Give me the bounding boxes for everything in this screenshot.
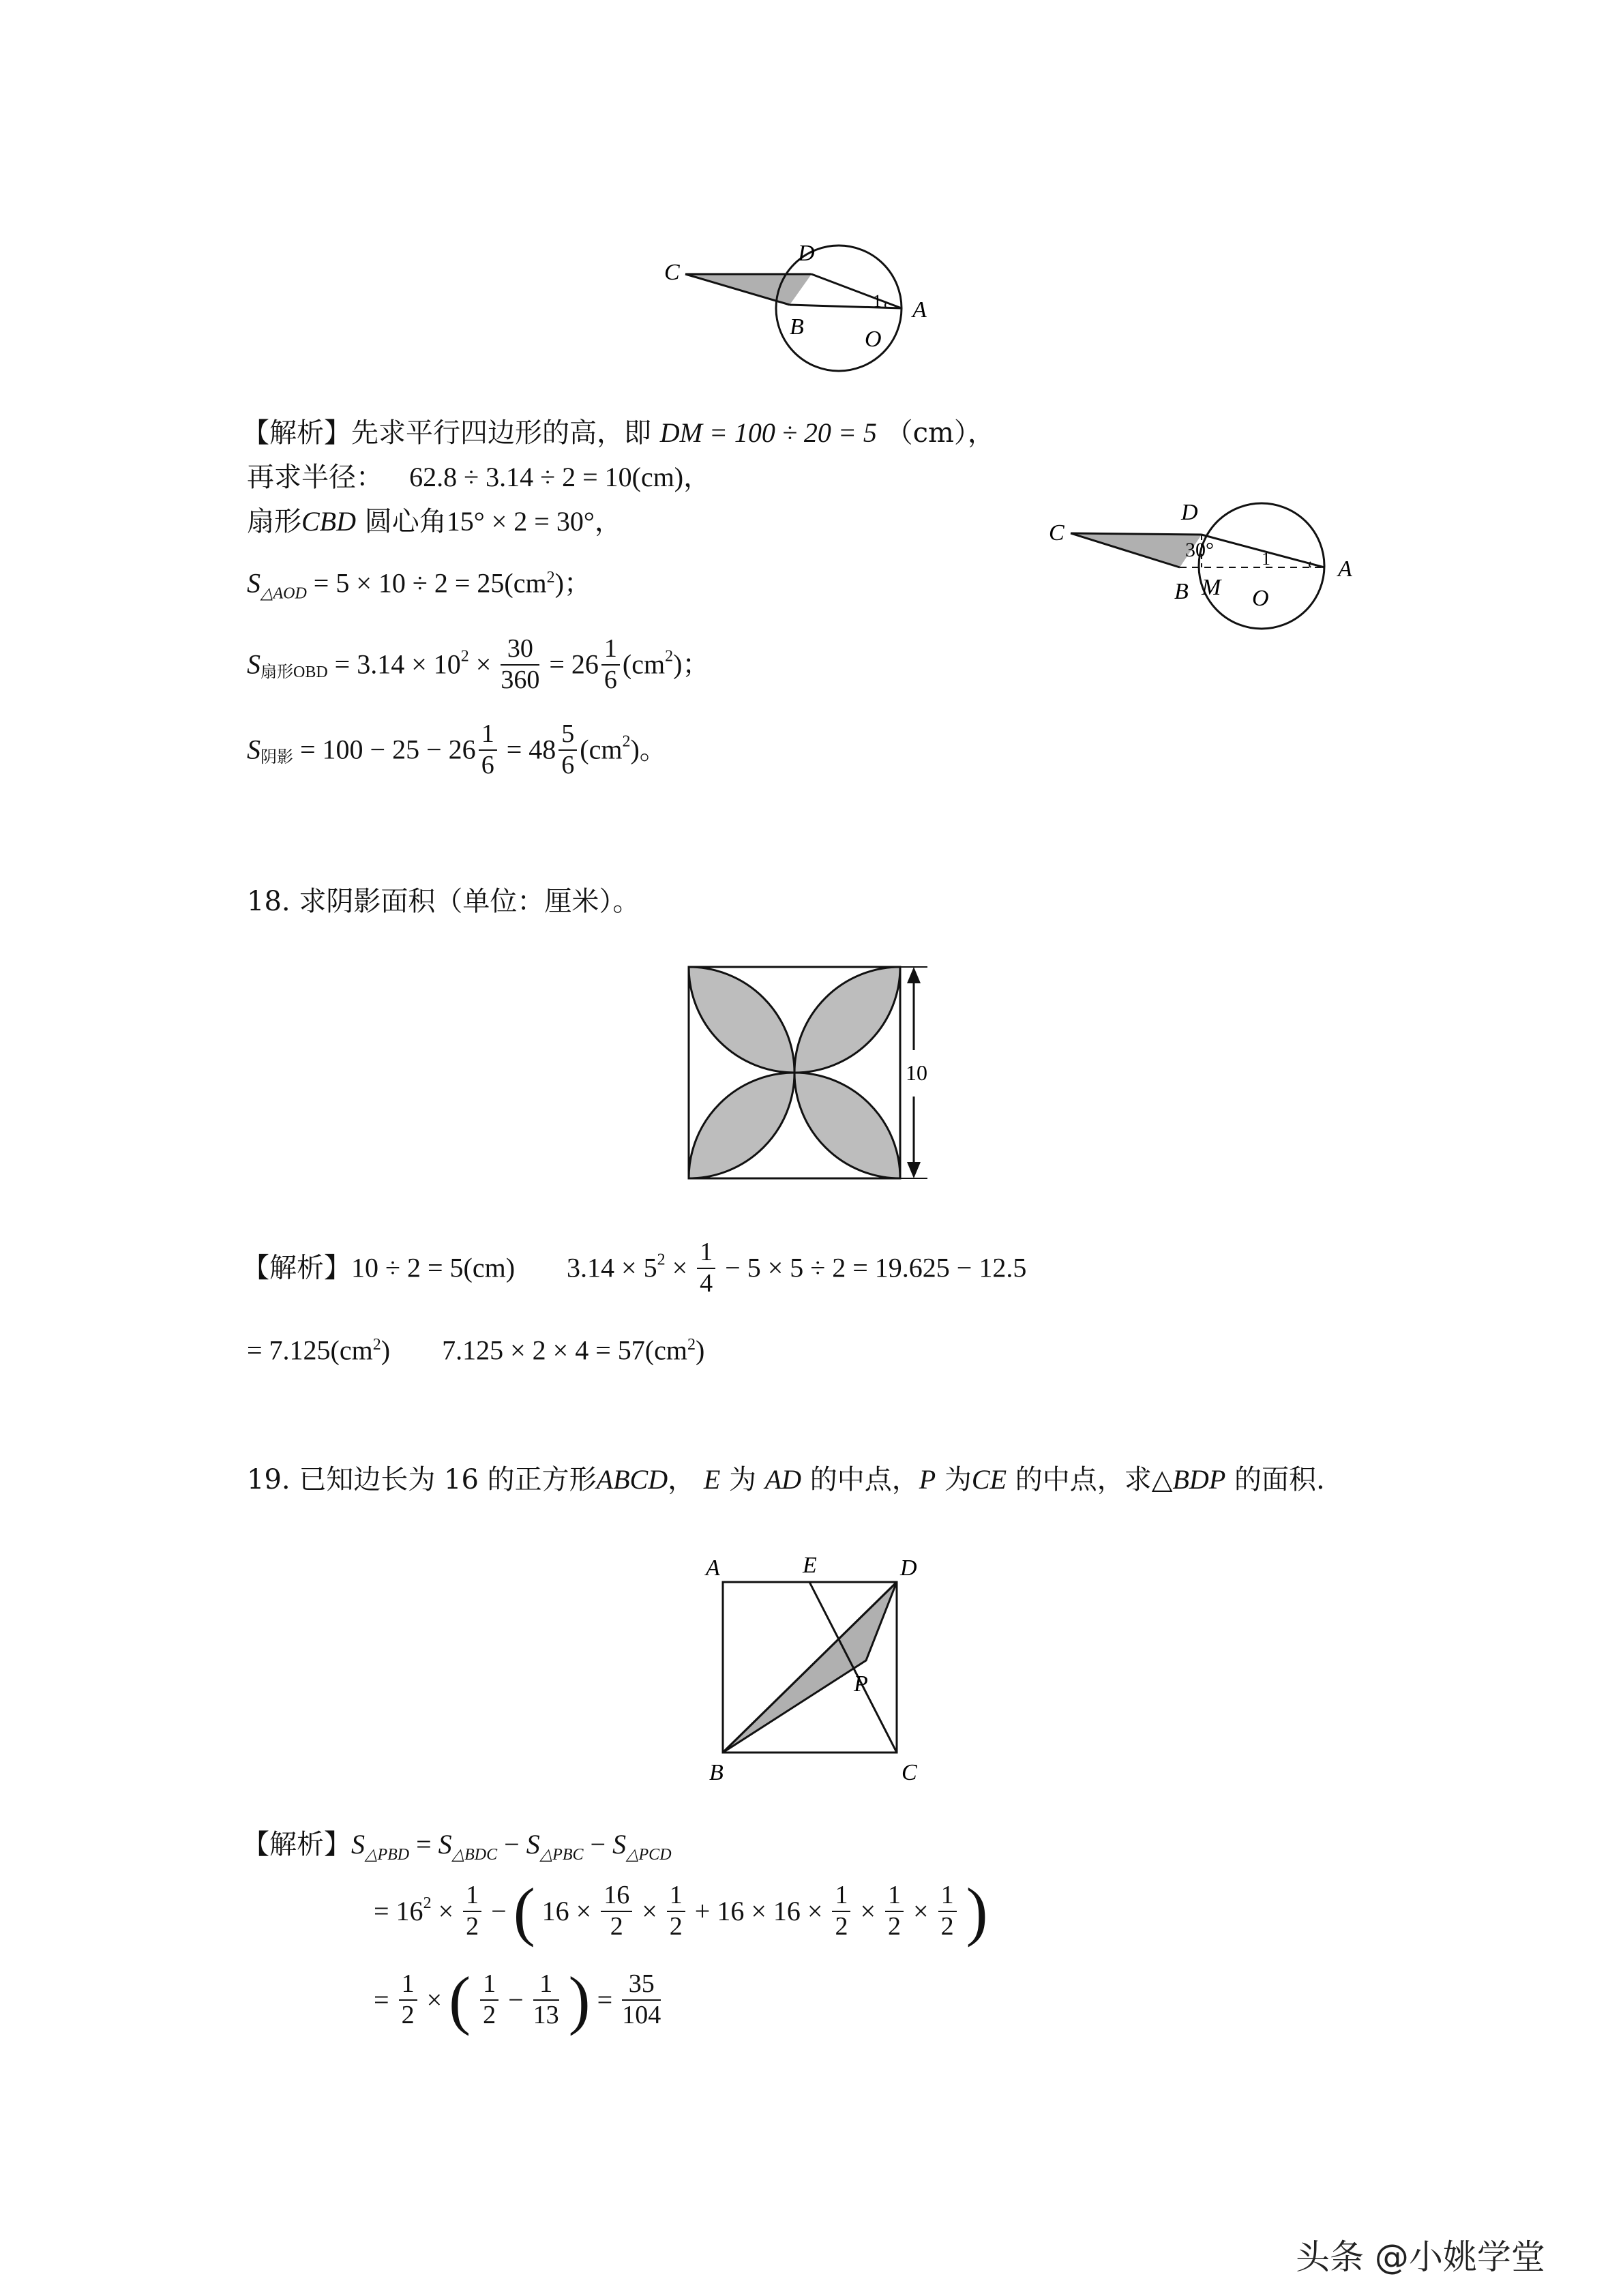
q19-l2-c: − bbox=[491, 1896, 507, 1926]
q19-label-a: A bbox=[706, 1555, 720, 1581]
sec17-s-shadow-n2: 5 bbox=[559, 719, 577, 751]
q19-l1-sub1: △PBD bbox=[365, 1846, 410, 1864]
q19-l1-sub4: △PCD bbox=[626, 1846, 672, 1864]
sec17-s-shadow-a: = 100 − 25 − 26 bbox=[300, 734, 476, 765]
sec17-bracket-label: 【解析】 bbox=[242, 417, 351, 449]
fig1-label-c: C bbox=[664, 260, 680, 285]
sec17-s-shadow-d2: 6 bbox=[561, 750, 575, 779]
q19-l2-frac3 bbox=[667, 1881, 685, 1941]
fig2-label-angle-30: 30° bbox=[1185, 539, 1214, 561]
q18-title: 18. 求阴影面积（单位：厘米）。 bbox=[247, 886, 640, 917]
q19-l2-frac1 bbox=[463, 1881, 481, 1941]
sec17-line1-text: 先求平行四边形的高，即 bbox=[351, 417, 651, 449]
sec17-s-obd-mixed bbox=[601, 634, 620, 695]
q19-l2-b: × bbox=[431, 1896, 454, 1926]
q18-m4a: 7.125 × 2 × 4 = 57(cm bbox=[442, 1335, 687, 1366]
sec17-s-obd-end: )； bbox=[673, 648, 710, 680]
sec17-s-obd-c: = 26 bbox=[549, 648, 599, 680]
q19-l2-n5: 1 bbox=[885, 1881, 904, 1912]
q19-l3-d1: 2 bbox=[401, 2001, 415, 2029]
fig2-label-c: C bbox=[1049, 520, 1064, 546]
sec17-s-obd: $S_{扇形OBD} = 3.14 \times 10^2$ × $\frac{30}{360}$ = 26 $\frac{1}{6}$ $(cm^2)$； bbox=[247, 634, 710, 694]
sec17-s-shadow-end: )。 bbox=[630, 734, 667, 765]
sec17-line-2 bbox=[247, 464, 711, 491]
q19-title-h: P bbox=[919, 1464, 936, 1495]
sec17-s-shadow: $S_{阴影} = 100 - 25 - 26$ $\frac{1}{6}$ = 48 $\frac{5}{6}$ $(cm^2)$。 bbox=[247, 719, 667, 779]
q19-l3-frac4 bbox=[622, 1969, 661, 2030]
sec17-line3-b: CBD bbox=[301, 506, 356, 537]
q18-m2-num: 1 bbox=[697, 1238, 715, 1269]
q19-solution-line-1: 【解析】$S_{\triangle PBD} = S_{\triangle BDC} - S_{\triangle PBC} - S_{\triangle PCD}$ bbox=[242, 1829, 672, 1864]
sec17-s-obd-mden: 6 bbox=[604, 665, 617, 694]
q18-bracket-label: 【解析】 bbox=[242, 1252, 351, 1284]
sec17-s-obd-d: (cm bbox=[622, 648, 666, 680]
q19-l3-n1: 1 bbox=[399, 1969, 417, 2001]
sec17-line3-a: 扇形 bbox=[247, 506, 301, 537]
q19-label-b: B bbox=[709, 1760, 724, 1785]
q19-title-c: ， bbox=[668, 1464, 696, 1495]
sec17-s-aod-math: = 5 × 10 ÷ 2 = 25(cm bbox=[313, 567, 547, 599]
q19-l2-n3: 1 bbox=[667, 1881, 685, 1912]
sec17-line1-unit: （cm）， bbox=[885, 417, 995, 449]
q19-title-g: 的中点， bbox=[809, 1464, 919, 1495]
q19-l2-n2: 16 bbox=[601, 1881, 632, 1912]
figure-circle-triangle-right bbox=[1030, 491, 1371, 655]
fig1-label-b: B bbox=[790, 314, 804, 340]
fig1-label-angle-1: 1 bbox=[873, 291, 882, 311]
sec17-line2-math: 62.8 ÷ 3.14 ÷ 2 = 10(cm)， bbox=[409, 462, 711, 492]
q19-l3-n4: 35 bbox=[622, 1969, 661, 2001]
sec17-line1-math: DM = 100 ÷ 20 = 5 bbox=[659, 417, 877, 448]
q19-l3-frac3 bbox=[533, 1969, 559, 2030]
q18-m3b: ) bbox=[381, 1335, 391, 1366]
sec17-line2-text: 再求半径： bbox=[247, 462, 383, 493]
q18-m2a: 3.14 × 5 bbox=[567, 1252, 657, 1283]
q18-m2b: × bbox=[665, 1252, 688, 1283]
q19-label-p: P bbox=[854, 1671, 868, 1697]
q19-l2-e: × bbox=[642, 1896, 657, 1926]
q19-l2-frac4 bbox=[832, 1881, 850, 1941]
sec17-s-shadow-b: = 48 bbox=[506, 734, 556, 765]
q18-solution-line-1: 【解析】10 ÷ 2 = 5(cm) $3.14 \times 5^2$ × $\frac{1}{4}$ − 5 × 5 ÷ 2 = 19.625 − 12.5 bbox=[242, 1238, 1027, 1298]
q19-l2-frac6 bbox=[938, 1881, 957, 1941]
q18-dimension-label: 10 bbox=[906, 1060, 927, 1085]
q19-l3-frac2 bbox=[480, 1969, 498, 2030]
q19-title-l: BDP bbox=[1172, 1464, 1226, 1495]
q18-m3a: = 7.125(cm bbox=[247, 1335, 373, 1366]
q18-m4b: ) bbox=[695, 1335, 705, 1366]
q19-l3-d: = bbox=[597, 1984, 613, 2015]
fig1-label-d: D bbox=[798, 241, 815, 266]
q19-label-c: C bbox=[902, 1760, 917, 1785]
q19-l3-d3: 13 bbox=[533, 2001, 559, 2029]
fig1-label-a: A bbox=[912, 297, 927, 323]
q19-l2-d6: 2 bbox=[940, 1912, 954, 1941]
q19-l2-a: = 16 bbox=[374, 1896, 423, 1926]
fig2-label-o: O bbox=[1252, 586, 1269, 611]
q19-l3-c: − bbox=[508, 1984, 524, 2015]
q19-l2-n6: 1 bbox=[938, 1881, 957, 1912]
watermark: 头条 @小姚学堂 bbox=[1296, 2237, 1545, 2277]
q19-l3-frac1 bbox=[399, 1969, 417, 2030]
q19-label-d: D bbox=[900, 1555, 917, 1581]
q19-l2-d2: 2 bbox=[610, 1912, 623, 1941]
q19-l3-d2: 2 bbox=[483, 2001, 496, 2029]
fig1-label-o: O bbox=[865, 327, 882, 352]
q19-l2-g: × bbox=[860, 1896, 876, 1926]
q19-title-j: CE bbox=[971, 1464, 1007, 1495]
q19-l2-d5: 2 bbox=[888, 1912, 902, 1941]
q19-title-e: 为 bbox=[728, 1464, 756, 1495]
q19-title-k: 的中点，求△ bbox=[1015, 1464, 1173, 1495]
fig2-label-angle-1: 1 bbox=[1262, 549, 1270, 569]
sec17-s-obd-a: = 3.14 × 10 bbox=[334, 648, 461, 680]
q19-title-a: 19. 已知边长为 16 的正方形 bbox=[247, 1464, 597, 1495]
sec17-line-3 bbox=[247, 508, 622, 535]
q19-bracket-label: 【解析】 bbox=[242, 1829, 351, 1860]
q19-l1-sub3: △PBC bbox=[539, 1846, 584, 1864]
sec17-s-obd-fraction bbox=[501, 634, 539, 695]
q19-l3-n3: 1 bbox=[533, 1969, 559, 2001]
sec17-line3-c: 圆心角 bbox=[364, 506, 447, 537]
q19-figure-square-abcd bbox=[696, 1548, 927, 1793]
q19-l3-paren-open: ( bbox=[449, 1963, 471, 2036]
q19-l2-d4: 2 bbox=[835, 1912, 848, 1941]
q19-l3-d4: 104 bbox=[622, 2001, 661, 2029]
sec17-s-obd-mnum: 1 bbox=[601, 634, 620, 666]
q19-l3-a: = bbox=[374, 1984, 389, 2015]
q19-l2-d3: 2 bbox=[669, 1912, 683, 1941]
figure-circle-triangle-top bbox=[655, 232, 982, 396]
q19-l2-f: + 16 × 16 × bbox=[694, 1896, 823, 1926]
q19-label-e: E bbox=[803, 1553, 817, 1578]
sec17-line-1 bbox=[242, 419, 995, 447]
q18-figure-square-petals bbox=[675, 953, 962, 1185]
fig2-label-m: M bbox=[1202, 575, 1221, 600]
q19-solution-line-3 bbox=[374, 1963, 664, 2036]
q18-solution-line-2: = $7.125(cm^2) 7.125 \times 2 \times 4 = 57(cm^2)$ bbox=[247, 1335, 705, 1366]
sec17-s-shadow-n1: 1 bbox=[479, 719, 497, 751]
sec17-s-shadow-d1: 6 bbox=[481, 750, 494, 779]
sec17-s-shadow-frac1 bbox=[479, 719, 497, 780]
q19-l3-b: × bbox=[426, 1984, 443, 2015]
q19-title-i: 为 bbox=[944, 1464, 972, 1495]
sec17-s-obd-b: × bbox=[468, 648, 492, 680]
sec17-s-aod-sub: △AOD bbox=[260, 584, 307, 603]
fig2-label-a: A bbox=[1338, 556, 1352, 582]
q19-l1-sub2: △BDC bbox=[451, 1846, 498, 1864]
q19-title bbox=[247, 1466, 1325, 1493]
q18-m2c: − 5 × 5 ÷ 2 = 19.625 − 12.5 bbox=[725, 1252, 1027, 1283]
q18-m1: 10 ÷ 2 = 5(cm) bbox=[351, 1252, 516, 1283]
sec17-s-shadow-frac2 bbox=[559, 719, 577, 780]
q19-l2-frac2 bbox=[601, 1881, 632, 1941]
q19-l2-h: × bbox=[913, 1896, 929, 1926]
q18-m2-den: 4 bbox=[700, 1268, 713, 1298]
sec17-s-aod-end: )； bbox=[554, 567, 591, 599]
q19-solution-line-2: = $16^2$ × $\frac{1}{2}$ − ( 16 × $\frac{16}{2}$ × $\frac{1}{2}$ + 16 × 16 × $\frac{1}{2}$ × $\frac{1}{2}$ × $\frac{1}{2}$ ) bbox=[374, 1875, 988, 1948]
q19-l2-d1: 2 bbox=[466, 1912, 479, 1941]
q19-l2-d: 16 × bbox=[541, 1896, 592, 1926]
sec17-line3-math: 15° × 2 = 30°， bbox=[446, 506, 622, 537]
q19-title-f: AD bbox=[764, 1464, 802, 1495]
q19-l3-paren-close: ) bbox=[568, 1963, 591, 2036]
q19-title-b: ABCD bbox=[596, 1464, 668, 1495]
q19-l3-n2: 1 bbox=[480, 1969, 498, 2001]
q18-m2-fraction bbox=[697, 1238, 715, 1298]
q19-l2-paren-close: ) bbox=[966, 1875, 988, 1948]
q19-l2-frac5 bbox=[885, 1881, 904, 1941]
sec17-s-obd-sub: 扇形OBD bbox=[260, 663, 328, 681]
sec17-s-shadow-sub: 阴影 bbox=[260, 748, 293, 766]
q19-l2-n1: 1 bbox=[463, 1881, 481, 1912]
q19-title-d: E bbox=[703, 1464, 721, 1495]
q19-l2-paren-open: ( bbox=[513, 1875, 535, 1948]
sec17-s-obd-fden: 360 bbox=[501, 665, 540, 694]
fig2-label-b: B bbox=[1174, 579, 1189, 604]
q19-title-m: 的面积. bbox=[1234, 1464, 1325, 1495]
sec17-s-shadow-c: (cm bbox=[580, 734, 623, 765]
sec17-s-aod: $S_{\triangle AOD} = 5 \times 10 \div 2 = 25(cm^2)$； bbox=[247, 567, 591, 603]
fig2-label-d: D bbox=[1181, 500, 1198, 525]
sec17-s-obd-fnum: 30 bbox=[501, 634, 539, 666]
q19-l2-n4: 1 bbox=[832, 1881, 850, 1912]
